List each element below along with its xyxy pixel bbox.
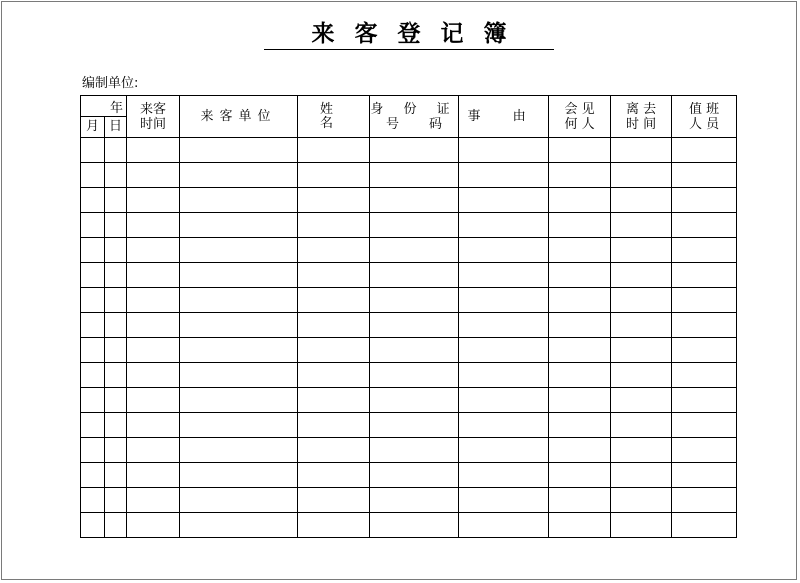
table-cell: [105, 438, 127, 463]
table-cell: [549, 388, 611, 413]
table-cell: [180, 338, 298, 363]
table-cell: [459, 213, 549, 238]
table-cell: [611, 263, 672, 288]
table-cell: [459, 363, 549, 388]
table-cell: [105, 138, 127, 163]
table-cell: [127, 188, 180, 213]
table-cell: [180, 463, 298, 488]
table-cell: [298, 213, 370, 238]
table-row: [81, 413, 737, 438]
table-cell: [549, 138, 611, 163]
title-underline: [264, 49, 554, 50]
table-cell: [459, 513, 549, 538]
table-cell: [370, 388, 459, 413]
header-id-number: [370, 96, 459, 138]
header-name: 姓 名: [298, 96, 370, 138]
table-cell: [105, 363, 127, 388]
table-cell: [611, 313, 672, 338]
table-cell: [127, 388, 180, 413]
register-body: [81, 138, 737, 538]
table-cell: [611, 338, 672, 363]
table-cell: [127, 263, 180, 288]
table-cell: [127, 463, 180, 488]
table-cell: [611, 488, 672, 513]
table-cell: [549, 338, 611, 363]
table-cell: [81, 163, 105, 188]
table-cell: [180, 513, 298, 538]
table-cell: [298, 163, 370, 188]
table-cell: [298, 388, 370, 413]
table-cell: [180, 238, 298, 263]
table-cell: [549, 163, 611, 188]
table-cell: [672, 513, 737, 538]
table-cell: [105, 338, 127, 363]
table-cell: [611, 363, 672, 388]
header-visitor-unit: 来客单位: [180, 96, 298, 138]
table-cell: [611, 288, 672, 313]
header-leave-time-line2: 时 间: [625, 116, 657, 132]
header-day: 日: [105, 117, 127, 138]
header-id-number-ma: 码: [429, 116, 443, 132]
table-cell: [549, 463, 611, 488]
table-row: [81, 163, 737, 188]
header-month: 月: [81, 117, 105, 138]
table-cell: [81, 463, 105, 488]
table-cell: [370, 513, 459, 538]
header-id-number-line1: 身 份 证: [370, 101, 458, 117]
table-cell: [672, 138, 737, 163]
table-cell: [180, 263, 298, 288]
table-row: [81, 263, 737, 288]
header-meet-whom-line2: 何 人: [564, 116, 595, 132]
table-cell: [611, 438, 672, 463]
table-cell: [298, 438, 370, 463]
table-cell: [180, 313, 298, 338]
table-cell: [459, 263, 549, 288]
table-cell: [105, 413, 127, 438]
table-cell: [549, 188, 611, 213]
table-row: [81, 313, 737, 338]
table-cell: [180, 363, 298, 388]
table-cell: [105, 313, 127, 338]
table-cell: [459, 138, 549, 163]
table-row: [81, 438, 737, 463]
table-cell: [127, 313, 180, 338]
header-duty-staff-line2: 人 员: [688, 116, 720, 132]
table-cell: [459, 288, 549, 313]
table-cell: [180, 163, 298, 188]
table-cell: [459, 463, 549, 488]
table-cell: [105, 513, 127, 538]
table-cell: [81, 288, 105, 313]
table-cell: [81, 363, 105, 388]
table-cell: [370, 188, 459, 213]
table-cell: [105, 263, 127, 288]
table-cell: [180, 413, 298, 438]
table-cell: [611, 213, 672, 238]
header-id-number-hao: 号: [386, 116, 400, 132]
header-duty-staff: [672, 96, 737, 138]
table-cell: [127, 163, 180, 188]
table-cell: [459, 238, 549, 263]
header-duty-staff-line1: 值 班: [688, 101, 720, 117]
table-cell: [370, 413, 459, 438]
table-row: [81, 138, 737, 163]
table-cell: [105, 288, 127, 313]
table-cell: [127, 438, 180, 463]
table-cell: [81, 238, 105, 263]
table-cell: [180, 213, 298, 238]
register-page: [1, 1, 797, 580]
table-cell: [459, 438, 549, 463]
table-cell: [105, 188, 127, 213]
table-row: [81, 338, 737, 363]
table-cell: [81, 388, 105, 413]
table-cell: [672, 313, 737, 338]
table-cell: [611, 163, 672, 188]
table-cell: [370, 363, 459, 388]
visitor-register-table: [80, 95, 737, 538]
table-cell: [298, 263, 370, 288]
table-cell: [105, 463, 127, 488]
table-row: [81, 488, 737, 513]
header-leave-time-line1: 离 去: [625, 101, 657, 117]
table-row: [81, 463, 737, 488]
table-cell: [127, 213, 180, 238]
table-cell: [672, 463, 737, 488]
table-cell: [298, 138, 370, 163]
table-row: [81, 513, 737, 538]
table-cell: [298, 363, 370, 388]
table-cell: [370, 263, 459, 288]
table-cell: [180, 188, 298, 213]
table-cell: [105, 488, 127, 513]
table-cell: [549, 413, 611, 438]
table-cell: [611, 188, 672, 213]
table-cell: [672, 438, 737, 463]
table-cell: [672, 188, 737, 213]
table-cell: [298, 338, 370, 363]
table-cell: [611, 388, 672, 413]
table-cell: [549, 313, 611, 338]
table-cell: [81, 263, 105, 288]
table-row: [81, 238, 737, 263]
table-cell: [298, 463, 370, 488]
header-reason: 事 由: [459, 96, 549, 138]
table-cell: [105, 388, 127, 413]
compiling-unit-label: 编制单位:: [82, 76, 139, 91]
table-cell: [611, 238, 672, 263]
table-cell: [180, 438, 298, 463]
table-cell: [127, 363, 180, 388]
table-cell: [672, 488, 737, 513]
table-cell: [298, 238, 370, 263]
table-cell: [672, 163, 737, 188]
table-cell: [549, 288, 611, 313]
header-leave-time: [611, 96, 672, 138]
table-cell: [370, 138, 459, 163]
table-cell: [370, 288, 459, 313]
table-cell: [127, 413, 180, 438]
header-meet-whom-line1: 会 见: [564, 101, 595, 117]
table-cell: [549, 438, 611, 463]
table-cell: [370, 438, 459, 463]
table-row: [81, 388, 737, 413]
table-cell: [81, 438, 105, 463]
table-cell: [672, 363, 737, 388]
table-cell: [672, 388, 737, 413]
table-row: [81, 288, 737, 313]
table-cell: [370, 463, 459, 488]
table-cell: [105, 238, 127, 263]
table-cell: [459, 163, 549, 188]
table-cell: [459, 338, 549, 363]
table-cell: [370, 338, 459, 363]
table-cell: [127, 138, 180, 163]
table-cell: [81, 213, 105, 238]
table-cell: [105, 163, 127, 188]
table-cell: [298, 488, 370, 513]
table-row: [81, 188, 737, 213]
table-cell: [180, 388, 298, 413]
table-row: [81, 213, 737, 238]
table-cell: [459, 313, 549, 338]
header-visit-time-line1: 来客: [140, 101, 167, 117]
table-cell: [549, 488, 611, 513]
table-cell: [127, 488, 180, 513]
table-cell: [459, 413, 549, 438]
table-cell: [459, 388, 549, 413]
table-cell: [81, 313, 105, 338]
table-cell: [672, 413, 737, 438]
table-cell: [81, 338, 105, 363]
table-cell: [549, 238, 611, 263]
table-cell: [180, 488, 298, 513]
table-cell: [105, 213, 127, 238]
table-cell: [370, 238, 459, 263]
table-cell: [298, 188, 370, 213]
table-cell: [672, 213, 737, 238]
page-title: 来客登记簿: [311, 20, 527, 47]
table-cell: [370, 488, 459, 513]
table-cell: [611, 463, 672, 488]
table-cell: [459, 188, 549, 213]
table-cell: [549, 513, 611, 538]
table-cell: [81, 188, 105, 213]
table-cell: [127, 513, 180, 538]
table-cell: [127, 338, 180, 363]
header-year: 年: [81, 96, 127, 117]
table-cell: [180, 138, 298, 163]
table-cell: [611, 138, 672, 163]
table-cell: [298, 313, 370, 338]
table-cell: [549, 263, 611, 288]
table-cell: [611, 513, 672, 538]
table-cell: [180, 288, 298, 313]
table-cell: [81, 488, 105, 513]
table-cell: [611, 413, 672, 438]
table-cell: [370, 313, 459, 338]
table-cell: [370, 213, 459, 238]
table-cell: [81, 413, 105, 438]
table-cell: [298, 413, 370, 438]
header-meet-whom: [549, 96, 611, 138]
table-cell: [298, 288, 370, 313]
table-cell: [370, 163, 459, 188]
table-cell: [459, 488, 549, 513]
header-visit-time: [127, 96, 180, 138]
header-visit-time-line2: 时间: [140, 116, 167, 132]
table-cell: [127, 238, 180, 263]
table-cell: [672, 238, 737, 263]
table-cell: [298, 513, 370, 538]
table-cell: [672, 263, 737, 288]
table-cell: [127, 288, 180, 313]
table-cell: [672, 288, 737, 313]
table-cell: [672, 338, 737, 363]
table-cell: [81, 138, 105, 163]
table-cell: [81, 513, 105, 538]
table-row: [81, 363, 737, 388]
table-cell: [549, 363, 611, 388]
table-cell: [549, 213, 611, 238]
